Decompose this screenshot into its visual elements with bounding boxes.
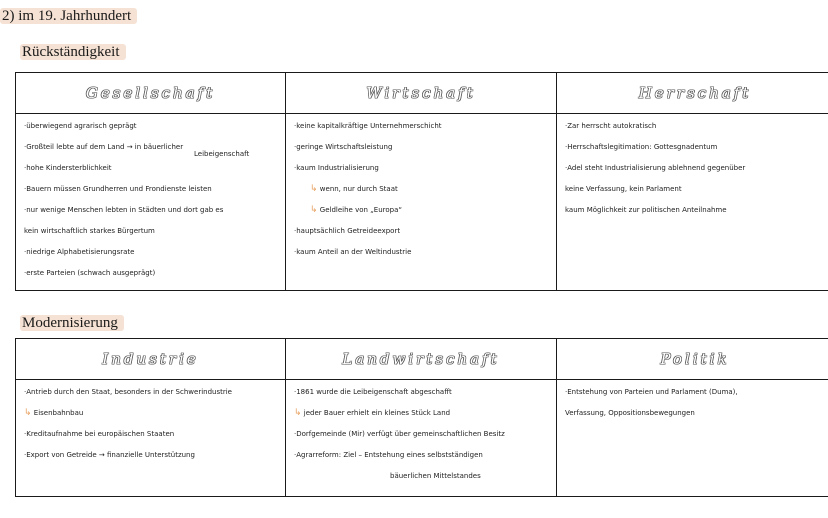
list-item-text: ·erste Parteien (schwach ausgeprägt) <box>24 269 156 277</box>
body-cell-herrschaft <box>557 114 828 291</box>
list-item-text: ·hohe Kindersterblichkeit <box>24 164 112 172</box>
list-item-text: ·Großteil lebte auf dem Land → in bäuerlicher <box>24 143 184 151</box>
list-politik <box>557 380 828 430</box>
page-title-text: 2) im 19. Jahrhundert <box>0 8 137 24</box>
list-item <box>565 409 827 430</box>
list-item-text: kaum Möglichkeit zur politischen Anteilnahme <box>565 206 727 214</box>
list-gesellschaft <box>16 114 285 290</box>
list-item <box>294 388 550 409</box>
list-industrie <box>16 380 285 472</box>
list-item <box>24 122 279 143</box>
list-item-text: wenn, nur durch Staat <box>319 185 398 193</box>
list-item-text: ·keine kapitalkräftige Unternehmerschicht <box>294 122 442 130</box>
body-cell-wirtschaft <box>286 114 557 291</box>
list-item-text: ·1861 wurde die Leibeigenschaft abgeschafft <box>294 388 452 396</box>
list-item-text: ·geringe Wirtschaftsleistung <box>294 143 393 151</box>
list-item-text: ·Agrarreform: Ziel – Entstehung eines selbstständigen <box>294 451 483 459</box>
header-cell-wirtschaft <box>286 73 557 114</box>
list-item <box>294 430 550 451</box>
list-landwirtschaft <box>286 380 556 493</box>
list-item <box>294 451 550 472</box>
list-item <box>24 164 279 185</box>
header-cell-politik <box>557 339 828 380</box>
arrow-icon: ↳ <box>310 205 318 215</box>
body-cell-industrie <box>16 380 286 497</box>
body-cell-landwirtschaft <box>286 380 557 497</box>
list-item <box>294 143 550 164</box>
list-item-text: ·kaum Anteil an der Weltindustrie <box>294 248 412 256</box>
list-wirtschaft <box>286 114 556 269</box>
arrow-icon: ↳ <box>294 408 302 418</box>
table-body-row <box>16 380 828 497</box>
list-herrschaft <box>557 114 828 227</box>
list-item-text: Verfassung, Oppositionsbewegungen <box>565 409 695 417</box>
list-item-text: ·Dorfgemeinde (Mir) verfügt über gemeinschaftlichen Besitz <box>294 430 505 438</box>
list-item <box>565 206 827 227</box>
list-item-continuation: Leibeigenschaft <box>194 150 250 158</box>
section-heading-rueckstaendigkeit <box>20 44 126 61</box>
list-item <box>294 164 550 185</box>
header-cell-industrie <box>16 339 286 380</box>
list-item-text: keine Verfassung, kein Parlament <box>565 185 682 193</box>
table-header-row <box>16 73 828 114</box>
section-heading-text: Modernisierung <box>20 315 124 331</box>
list-item-text: ·Antrieb durch den Staat, besonders in der Schwerindustrie <box>24 388 232 396</box>
list-item <box>565 164 827 185</box>
list-item <box>24 430 279 451</box>
list-item <box>24 409 279 430</box>
column-title-gesellschaft: Gesellschaft <box>85 84 216 102</box>
list-item <box>565 122 827 143</box>
list-item <box>24 269 279 290</box>
list-item-text: ·niedrige Alphabetisierungsrate <box>24 248 135 256</box>
list-item-text: ·hauptsächlich Getreideexport <box>294 227 401 235</box>
list-item-text: ·nur wenige Menschen lebten in Städten und dort gab es <box>24 206 224 214</box>
column-title-herrschaft: Herrschaft <box>638 84 752 102</box>
column-title-wirtschaft: Wirtschaft <box>366 84 476 102</box>
list-item <box>294 206 550 227</box>
list-item-text: kein wirtschaftlich starkes Bürgertum <box>24 227 155 235</box>
list-item <box>565 143 827 164</box>
column-title-industrie: Industrie <box>102 350 199 368</box>
list-item-text: ·kaum Industrialisierung <box>294 164 379 172</box>
table-body-row <box>16 114 828 291</box>
list-item <box>24 388 279 409</box>
list-item-text: ·Kreditaufnahme bei europäischen Staaten <box>24 430 175 438</box>
list-item-text: ·Export von Getreide → finanzielle Unterstützung <box>24 451 195 459</box>
arrow-icon: ↳ <box>310 184 318 194</box>
header-cell-landwirtschaft <box>286 339 557 380</box>
header-cell-herrschaft <box>557 73 828 114</box>
body-cell-politik <box>557 380 828 497</box>
body-cell-gesellschaft <box>16 114 286 291</box>
list-item <box>565 185 827 206</box>
list-item <box>294 227 550 248</box>
list-item-text: ·Herrschaftslegitimation: Gottesgnadentum <box>565 143 718 151</box>
list-item-text: Geldleihe von „Europa“ <box>319 206 403 214</box>
list-item-text: Eisenbahnbau <box>33 409 84 417</box>
list-item <box>24 451 279 472</box>
list-item <box>294 248 550 269</box>
list-item <box>24 143 279 164</box>
column-title-politik: Politik <box>660 350 730 368</box>
header-cell-gesellschaft <box>16 73 286 114</box>
list-item-text: ·Adel steht Industrialisierung ablehnend gegenüber <box>565 164 746 172</box>
list-item-text: jeder Bauer erhielt ein kleines Stück Land <box>303 409 451 417</box>
list-item-text: ·überwiegend agrarisch geprägt <box>24 122 137 130</box>
page-title <box>0 8 137 25</box>
list-item-text: ·Entstehung von Parteien und Parlament (Duma), <box>565 388 738 396</box>
arrow-icon: ↳ <box>24 408 32 418</box>
table-header-row <box>16 339 828 380</box>
list-item <box>294 185 550 206</box>
list-item <box>24 227 279 248</box>
list-item <box>294 122 550 143</box>
rueckstaendigkeit-table <box>15 72 828 291</box>
list-item <box>24 185 279 206</box>
list-item <box>24 206 279 227</box>
section-heading-modernisierung <box>20 315 124 332</box>
list-item <box>294 409 550 430</box>
list-item <box>565 388 827 409</box>
modernisierung-table <box>15 338 828 497</box>
list-item <box>24 248 279 269</box>
section-heading-text: Rückständigkeit <box>20 44 126 60</box>
list-item-text: ·Zar herrscht autokratisch <box>565 122 657 130</box>
list-item-text: ·Bauern müssen Grundherren und Frondienste leisten <box>24 185 212 193</box>
column-title-landwirtschaft: Landwirtschaft <box>342 350 500 368</box>
list-item-text: bäuerlichen Mittelstandes <box>390 472 481 480</box>
list-item <box>294 472 550 493</box>
